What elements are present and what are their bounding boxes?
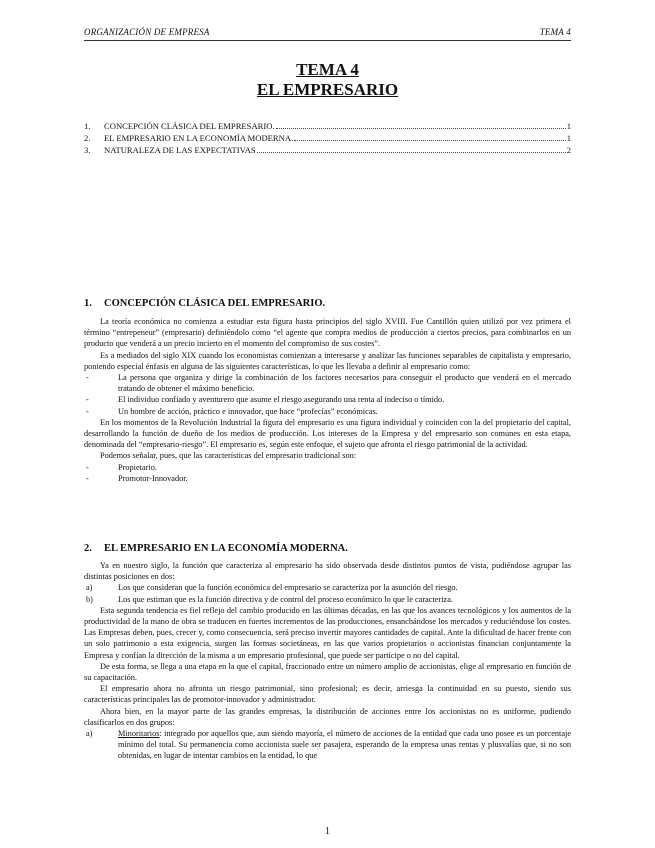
list-item — [84, 473, 571, 484]
list-letter: a) — [86, 729, 93, 739]
paragraph: Podemos señalar, pues, que las características del empresario tradicional son: — [100, 451, 357, 461]
header-rule — [84, 40, 571, 41]
toc-entry-page: 1 — [566, 133, 571, 143]
list-item — [84, 406, 571, 417]
list-item — [84, 462, 571, 473]
list-item-text: Promotor-Innovador. — [118, 473, 188, 483]
section-number: 1. — [84, 298, 92, 309]
header-chapter-label: TEMA 4 — [539, 27, 571, 37]
toc-entry-title: NATURALEZA DE LAS EXPECTATIVAS — [104, 145, 256, 155]
toc-entry[interactable] — [84, 132, 571, 144]
term-description: : integrado por aquellos que, aun siendo mayoría, el número de acciones de la entidad que cada uno posee es un porcentaje mínimo del total. Su permanencia como accionista suele ser pasajera, esperando de la empresa unas rentas y plusvalías que, si no son obtenidas, en lugar de intentar cambios en la entidad, lo que — [118, 729, 571, 761]
chapter-name: EL EMPRESARIO — [256, 80, 399, 99]
list-dash: - — [86, 462, 89, 472]
paragraph: Esta segunda tendencia es fiel reflejo del cambio producido en las últimas décadas, en las que los avances tecnológicos y los aumentos de la productividad de la mano de obra se traducen en fuertes incrementos de las producciones, ensanchándose los mercados y reduciéndose los costes. Las Empresas deben, pues, crecer y, como consecuencia, será preciso invertir mayores cantidades de capital. Ante la dificultad de hacer frente con un solo patrimonio a esta exigencia, surgen las formas societáneas, en las que varios propietarios o accionistas financian conjuntamente la Empresa y confían la dirección de la misma a un empresario profesional, que puede ser partícipe o no del capital. — [84, 605, 571, 660]
section-2-heading — [84, 543, 571, 554]
list-item-text: La persona que organiza y dirige la combinación de los factores necesarios para conseguir el producto que venderá en el mercado tratando de obtener el máximo beneficio. — [118, 373, 571, 394]
list-item — [84, 394, 571, 405]
section-number: 2. — [84, 543, 92, 554]
toc-entry-number: 1. — [84, 121, 91, 131]
paragraph: Ya en nuestro siglo, la función que caracteriza al empresario ha sido observada desde distintos puntos de vista, pudiéndose agrupar las distintas posiciones en dos: — [84, 561, 571, 582]
list-item-text: El individuo confiado y aventurero que asume el riesgo asegurando una renta al indeciso o tímido. — [118, 395, 445, 405]
list-dash: - — [86, 395, 89, 405]
list-dash: - — [86, 406, 89, 416]
section-title: CONCEPCIÓN CLÁSICA DEL EMPRESARIO. — [104, 298, 326, 309]
paragraph: De esta forma, se llega a una etapa en la que el capital, fraccionado entre un número amplio de accionistas, elige al empresario en función de su capacitación. — [84, 661, 571, 683]
list-letter: b) — [86, 594, 93, 604]
list-item — [84, 728, 571, 762]
section-2-body — [84, 560, 571, 762]
list-item — [84, 372, 571, 394]
section-1-heading — [84, 298, 571, 309]
paragraph: Es a mediados del siglo XIX cuando los economistas comienzan a interesarse y analizar las funciones separables de capitalista y empresario, poniendo especial énfasis en alguna de las siguientes características, lo que les llevaba a definir al empresario como: — [84, 350, 571, 371]
toc-entry-page: 2 — [566, 145, 571, 155]
section-1-body — [84, 316, 571, 484]
header-course-title: ORGANIZACIÓN DE EMPRESA — [84, 27, 210, 37]
paragraph: En los momentos de la Revolución Industrial la figura del empresario es una figura individual y coinciden con la del propietario del capital, desarrollando la función de dueño de los medios de producción. Los intereses de la Empresa y del empresario son comunes en esta etapa, denominada del “empresario-riesgo”. El empresario es, según este enfoque, el sujeto que afronta el riesgo patrimonial de la actividad. — [84, 417, 571, 450]
toc-entry-page: 1 — [566, 121, 571, 131]
toc-entry[interactable] — [84, 144, 571, 156]
list-item-text: Un hombre de acción, práctico e innovador, que hace “profecías” económicas. — [118, 406, 378, 416]
paragraph: La teoría económica no comienza a estudiar esta figura hasta principios del siglo XVIII. Fue Cantillón quien utilizó por vez primera el término “entrepeneur” (empresario) definiéndolo como “el agente que compra medios de producción a ciertos precios, para combinarlos en un producto que venderá a un precio incierto en el momento del compromiso de sus costes”. — [84, 317, 571, 349]
toc-entry-number: 3. — [84, 145, 91, 155]
toc-leader-dots — [294, 139, 565, 141]
list-item — [84, 594, 571, 605]
paragraph: El empresario ahora no afronta un riesgo patrimonial, sino profesional; es decir, arriesga la continuidad en su puesto, siendo sus características principales las de promotor-innovador y administrador. — [84, 684, 571, 705]
list-dash: - — [86, 373, 89, 383]
list-letter: a) — [86, 583, 93, 593]
section-title: EL EMPRESARIO EN LA ECONOMÍA MODERNA. — [104, 543, 348, 554]
page-number: 1 — [325, 826, 330, 837]
table-of-contents — [84, 120, 571, 156]
paragraph: Ahora bien, en la mayor parte de las grandes empresas, la distribución de acciones entre los accionistas no es uniforme, pudiendo clasificarlos en dos grupos: — [84, 706, 571, 727]
list-item-text: Los que estiman que es la función directiva y de control del proceso económico lo que le caracteriza. — [118, 594, 453, 604]
list-item-text: Propietario. — [118, 462, 157, 472]
chapter-number: TEMA 4 — [296, 60, 359, 79]
toc-entry-title: EL EMPRESARIO EN LA ECONOMÍA MODERNA. — [104, 133, 294, 143]
toc-leader-dots — [276, 127, 566, 129]
toc-entry-number: 2. — [84, 133, 91, 143]
list-item-text: Los que consideran que la función económica del empresario se caracteriza por la asunción del riesgo. — [118, 583, 458, 593]
list-dash: - — [86, 473, 89, 483]
chapter-title — [84, 60, 571, 100]
toc-leader-dots — [257, 151, 566, 153]
toc-entry[interactable] — [84, 120, 571, 132]
term-minoritarios: Minoritarios — [118, 729, 160, 739]
list-item-text — [118, 728, 571, 762]
list-item — [84, 582, 571, 593]
toc-entry-title: CONCEPCIÓN CLÁSICA DEL EMPRESARIO. — [104, 121, 275, 131]
